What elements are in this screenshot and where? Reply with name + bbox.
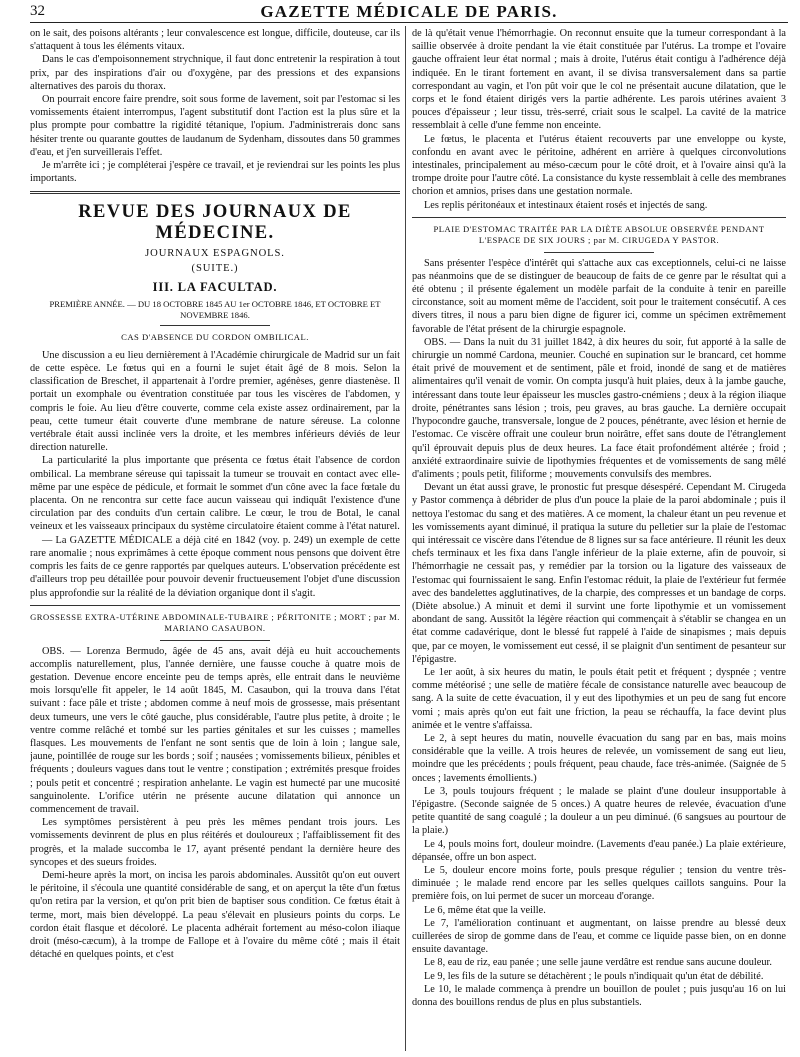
article-title: GROSSESSE EXTRA-UTÉRINE ABDOMINALE-TUBAIRE ; PÉRITONITE ; MORT ; par M. MARIANO CASAUBON. [30,611,400,634]
paragraph: Le 3, pouls toujours fréquent ; le malade se plaint d'une douleur insupportable à l'épigastre. (Seconde saignée de 5 onces.) A quatre heures de relevée, évacuation d'une petite quantité de sang coagulé ; la douleur a un peu diminué. (6 sangsues au pourtour de la plaie.) [412,785,786,837]
paragraph: Les symptômes persistèrent à peu près les mêmes pendant trois jours. Les vomissements devinrent de plus en plus réitérés et douloureux ; l'affaiblissement fit des progrès, et la malade succomba le 17, ayant présenté pendant la dernière heure des syncopes et des sueurs froides. [30,817,400,868]
divider [544,252,654,253]
gazette-title: GAZETTE MÉDICALE DE PARIS. [260,2,558,21]
paragraph: Le fœtus, le placenta et l'utérus étaient recouverts par une enveloppe ou kyste, confondu en avant avec le péritoine, adhérent en arrière à quelques circonvolutions intestinales, principalement au méso-cæcum pour le côté droit, et à l'ovaire ainsi qu'à la trompe droite pour l'autre côté. La consistance du kyste ressemblait à celle des membranes chorion et amnios, prises dans une gestation normale. [412,133,786,198]
journal-dates: PREMIÈRE ANNÉE. — DU 18 OCTOBRE 1845 AU 1er OCTOBRE 1846, ET OCTOBRE ET NOVEMBRE 1846. [49,299,381,321]
divider [30,605,400,606]
paragraph: de là qu'était venue l'hémorrhagie. On reconnut ensuite que la tumeur correspondant à la saillie observée à droite pendant la vie était constituée par l'utérus. La trompe et l'ovaire gauche offraient leur état normal ; mais à droite, l'utérus était contigu à l'adhérence déjà indiquée. En le tirant fortement en avant, il se divisa transversalement dans sa partie correspondant au vagin, et l'on pût voir que le col ne présentait aucune dilatation, que le corps et le fond étaient dirigés vers la partie adhérente. Les parois utérines avaient 3 pouces d'épaisseur ; leur tissu, très-serré, criait sous le scalpel. La cavité de la matrice ressemblait à celle d'une femme non enceinte. [412,28,786,132]
divider [160,640,270,641]
paragraph: Le 4, pouls moins fort, douleur moindre. (Lavements d'eau panée.) La plaie extérieure, dépansée, offre un bon aspect. [412,838,786,863]
paragraph: Le 2, à sept heures du matin, nouvelle évacuation du sang par en bas, mais moins considérable que la veille. A trois heures de relevée, un vomissement de sang eut lieu, moindre que les précédents ; pouls fréquent, peau chaude, face très-animée. (Saignée de 5 onces ; lavements émollients.) [412,732,786,784]
paragraph: Le 5, douleur encore moins forte, pouls presque régulier ; tension du ventre très-diminuée ; le malade rend encore par les selles quelques caillots sanguins. Pour la première fois, on lui permet de sucer un morceau d'orange. [412,865,786,903]
paragraph: OBS. — Dans la nuit du 31 juillet 1842, à dix heures du soir, fut apporté à la salle de chirurgie un nommé Cardona, meunier. Couché en supination sur le brancard, cet homme était privé de mouvement et de sentiment, pâle et froid, inondé de sang et de matières alimentaires qu'il venait de vomir. On compta jusqu'à huit plaies, deux à la jambe gauche, intéressant dans toute leur épaisseur les muscles gastro-cnémiens ; deux à la région iliaque droite, pénétrantes sans lésion ; trois, peu graves, au bras gauche. La dernière occupait l'hypocondre gauche, transversale, longue de 2 pouces, pénétrante, avec lésion et hernie de l'estomac. Ce viscère offrait une couleur brun noirâtre, effet sans doute de l'étranglement qu'il éprouvait depuis plus de deux heures. La face était profondément altérée ; froid ; anxiété extraordinaire suivie de lipothymies fréquentes et de vomissements de sang mêlé d'aliments ; pouls petit, filiforme ; mouvements convulsifs des membres. [412,336,786,480]
paragraph: Le 8, eau de riz, eau panée ; une selle jaune verdâtre est rendue sans aucune douleur. [424,957,772,969]
paragraph: Le 10, le malade commença à prendre un bouillon de poulet ; puis jusqu'au 16 on lui donna des bouillons rendus de plus en plus substantiels. [412,983,786,1009]
suite-label: (SUITE.) [191,263,239,275]
paragraph: Dans le cas d'empoisonnement strychnique, il faut donc entretenir la respiration à tout prix, par des inspirations d'air ou d'oxygène, par des pressions et des expansions alternatives des parois du thorax. [30,54,400,92]
article-title: CAS D'ABSENCE DU CORDON OMBILICAL. [121,332,309,343]
journal-title: III. LA FACULTAD. [152,280,278,295]
page-header [30,2,788,23]
left-column [30,27,400,1051]
section-divider [30,191,400,194]
paragraph: Une discussion a eu lieu dernièrement à l'Académie chirurgicale de Madrid sur un fait de cette espèce. Le fœtus qui en a fourni le sujet était âgé de 8 mois. Selon la classification de Breschet, il appartenait à l'ordre premier, agénèses, genre diastenèse. Il portait un exomphale ou éventration constituée par tous les viscères de l'abdomen, y compris le foie. Au lieu d'être couverte, comme cela existe assez ordinairement, par la peau, cette tumeur était couverte d'une membrane de nature séreuse. La colonne vertébrale était aussi inclinée vers la droite, et les membres inférieurs déviés de leur direction naturelle. [30,349,400,454]
paragraph: Les replis péritonéaux et intestinaux étaient rosés et injectés de sang. [424,199,708,211]
article-title: PLAIE D'ESTOMAC TRAITÉE PAR LA DIÈTE ABSOLUE OBSERVÉE PENDANT L'ESPACE DE SIX JOURS ; par M. CIRUGEDA Y PASTOR. [433,223,765,246]
paragraph: — La GAZETTE MÉDICALE a déjà cité en 1842 (voy. p. 249) un exemple de cette rare anomalie ; nous exprimâmes à cette époque comment nous pensons que doivent être compris les faits de ce genre rapportés par quelques auteurs. L'observation précédente est d'ailleurs trop peu détaillée pour pouvoir devenir fructueusement l'objet d'une discussion plus approfondie sur la réalité de la déviation organique dont il s'agit. [30,534,400,599]
right-column [412,27,786,1051]
revue-title: REVUE DES JOURNAUX DE MÉDECINE. [78,202,352,244]
paragraph: Le 1er août, à six heures du matin, le pouls était petit et fréquent ; dyspnée ; ventre comme météorisé ; une selle de matière fécale de consistance naturelle avec beaucoup de sang. A la suite de cette évacuation, il y eut des lipothymies et un peu de sang fut encore vomi ; mais après qu'on eut fait une friction, la peau se réchauffa, la face devint plus animée et le ventre s'affaissa. [412,666,786,731]
paragraph: OBS. — Lorenza Bermudo, âgée de 45 ans, avait déjà eu huit accouchements accomplis naturellement, plus, l'année dernière, une fausse couche à quatre mois de gestation. Devenue encore enceinte peu de temps après, elle entrait dans le neuvième mois lorsqu'elle fit appeler, le 14 août 1845, M. Casaubon, qui la trouva dans l'état suivant : face pâle et triste ; abdomen comme à neuf mois de grossesse, mais présentant deux tumeurs, une vers le côté gauche, plus considérable, l'autre plus petite, à droite ; le ventre comme relâché et tombé sur les parties génitales et sur les cuisses ; mamelles flasques. Les mouvements de l'enfant ne sont sentis que de loin à loin ; langue sale, jaune, pointillée de rouge sur les bords ; soif ; nausées ; vomissements bilieux, pénibles et fréquents ; douleurs vagues dans tout le ventre ; constipation ; extrémités presque froides ; pouls petit et concentré ; respiration anhelante. Le vagin est humecté par une mucosité sanguinolente. L'orifice utérin ne présente aucune dilatation qui annonce un commencement de travail. [30,645,400,815]
paragraph: Devant un état aussi grave, le pronostic fut presque désespéré. Cependant M. Cirugeda y Pastor commença à débrider de plus d'un pouce la plaie de la paroi abdominale ; puis il nettoya l'estomac du sang et des matières. A ce moment, la chaleur étant un peu revenue et les vomissements ayant diminué, il pratiqua la suture du pelletier sur la plaie de l'estomac qui intéressait ce viscère dans l'étendue de 8 lignes sur sa face antérieure. Il réunit les deux chefs terminaux et les fixa dans l'angle inférieur de la plaie externe, afin de pouvoir, si l'hémorrhagie ne cessait pas, y remédier par la torsion ou la ligature des vaisseaux de l'estomac qui fournissaient le sang. Enfin l'estomac réduit, la plaie de l'extérieur fut fermée avec des bandelettes agglutinatives, de la charpie, des compresses et un bandage de corps. (Diète absolue.) A minuit et demi il survint une forte lipothymie et un vomissement abondant de sang. Aussitôt la légère réaction qui commençait à s'établir se changea en un état comme cadavérique, dont le blessé fut rappelé à l'aide de sinapismes ; mais depuis que, par ce moyen, le vomissement eut cessé, il se plaignit d'un sentiment de pesanteur sur l'épigastre. [412,482,786,665]
column-rule [405,26,406,1051]
paragraph: Le 9, les fils de la suture se détachèrent ; le pouls n'indiquait qu'un état de débilité. [424,970,764,982]
paragraph: Le 7, l'amélioration continuant et augmentant, on laisse prendre au blessé deux cuillerées de sirop de gomme dans de l'eau, et comme ce liquide passe bien, on en donne ensuite davantage. [412,917,786,956]
paragraph: Le 6, même état que la veille. [424,904,546,916]
page-number: 32 [30,3,45,19]
paragraph: La particularité la plus importante que présenta ce fœtus était l'absence de cordon ombilical. La membrane séreuse qui tapissait la tumeur se trouvait en contact avec elle-même par une espèce de pédicule, et formait le sommet d'un cône avec la face fœtale du placenta. On ne rencontra sur cette face aucun vaisseau qui indiquât l'existence d'une circulation par des conduits d'un certain calibre. Le cœur, le trou de Botal, le canal veineux et les vaisseaux principaux du système circulatoire étaient comme à l'état naturel. [30,455,400,533]
paragraph: Je m'arrête ici ; je compléterai j'espère ce travail, et je reviendrai sur les points les plus importants. [30,160,400,185]
journaux-heading: JOURNAUX ESPAGNOLS. [145,248,285,260]
divider [160,325,270,326]
paragraph: Sans présenter l'espèce d'intérêt qui s'attache aux cas exceptionnels, celui-ci ne laisse pas néanmoins que de se distinguer de beaucoup de faits de ce genre par le résultat qui a été obtenu ; il présente également un modèle parfait de la conduite à tenir en pareille circonstance, soit au moment même de l'accident, soit pour le traitement consécutif. A ces divers titres, il nous a paru bien digne de figurer ici, comme un spécimen extrêmement favorable de l'état présent de la chirurgie espagnole. [412,257,786,335]
paragraph: On pourrait encore faire prendre, soit sous forme de lavement, soit par l'estomac si les vomissements étaient interrompus, l'agent substitutif dont l'action est la plus sûre et la plus prompte pour combattre la rigidité tétanique, l'opium. J'administrerais donc sans hésiter trente ou quarante gouttes de laudanum de Sydenham, dissoutes dans 50 grammes d'eau, et j'en surveillerais l'effet. [30,94,400,158]
paragraph: Demi-heure après la mort, on incisa les parois abdominales. Aussitôt qu'on eut ouvert le péritoine, il s'écoula une quantité considérable de sang, et on aperçut la tête d'un fœtus qu'on retira par la version, et qu'on prit bien de baptiser sous condition. Ce fœtus était à terme, mort, mais bien développé. La peau s'élevait en plusieurs points du corps. Le cordon était flasque et décoloré. Le placenta adhérait fortement au méso-colon iliaque droit (méso-cæcum), à la trompe de Fallope et à l'ovaire du même côté ; mais il était détaché en quelques points, et c'est [30,869,400,961]
divider [412,217,786,218]
paragraph: on le sait, des poisons altérants ; leur convalescence est longue, difficile, douteuse, car ils s'attaquent à tous les éléments vitaux. [30,28,400,53]
